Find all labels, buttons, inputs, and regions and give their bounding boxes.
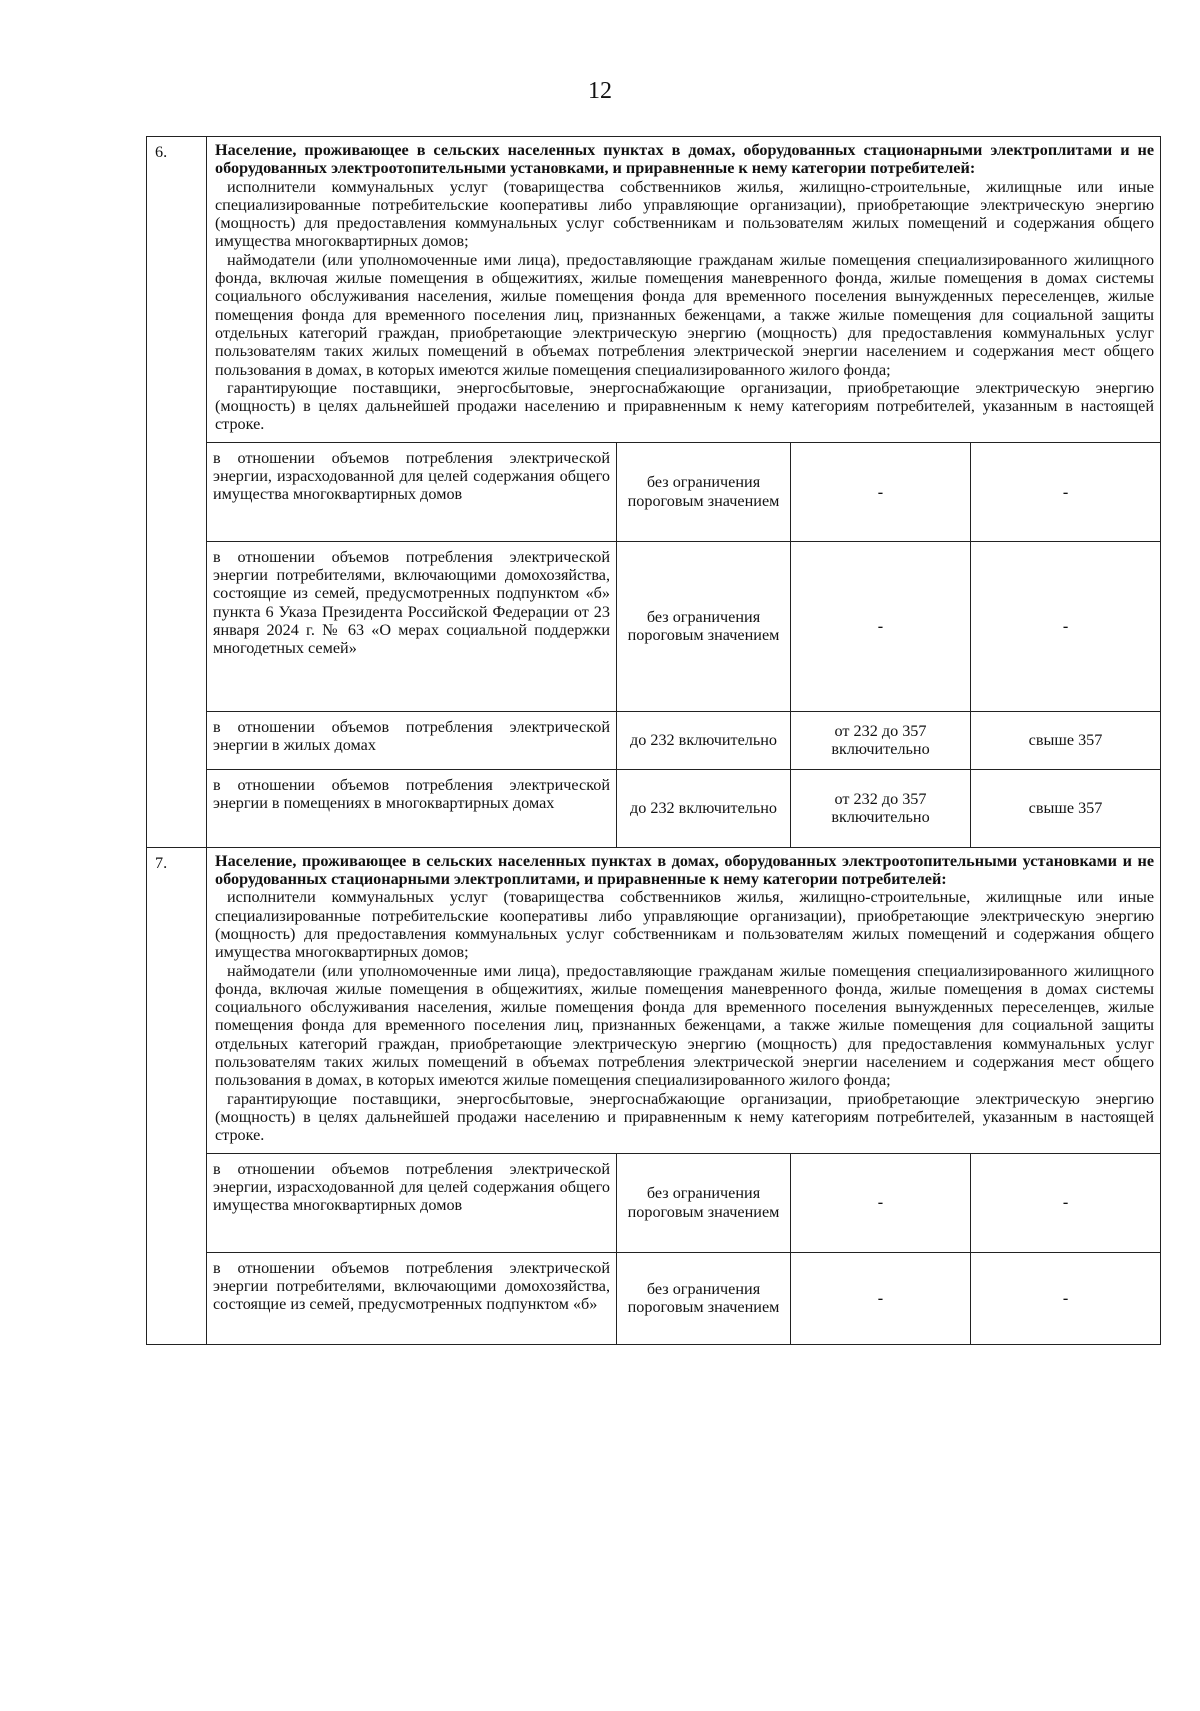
- table-row: [147, 1252, 1161, 1344]
- criterion-cell: в отношении объемов потребления электрической энергии потребителями, включающими домохозяйства, состоящие из семей, предусмотренных подпунктом «б» пункта 6 Указа Президента Российской Федерации от 23 января 2024 г. № 63 «О мерах социальной поддержки многодетных семей»: [207, 541, 617, 711]
- table-row: [147, 711, 1161, 769]
- section-paragraph: гарантирующие поставщики, энергосбытовые, энергоснабжающие организации, приобретающие электрическую энергию (мощность) в целях дальнейшей продажи населению и приравненным к нему категориям потребителей, указанным в настоящей строке.: [215, 378, 1155, 434]
- page-number: 12: [588, 78, 612, 104]
- table-row: [147, 541, 1161, 711]
- criterion-cell: в отношении объемов потребления электрической энергии, израсходованной для целей содержания общего имущества многоквартирных домов: [207, 1153, 617, 1252]
- section-paragraph: наймодатели (или уполномоченные ими лица), предоставляющие гражданам жилые помещения специализированного жилищного фонда, включая жилые помещения в общежитиях, жилые помещения маневренного фонда, жилые помещения в домах системы социального обслуживания населения, жилые помещения фонда для временного поселения вынужденных переселенцев, жилые помещения фонда для временного поселения лиц, признанных беженцами, а также жилые помещения для социальной защиты отдельных категорий граждан, приобретающие электрическую энергию (мощность) для предоставления коммунальных услуг пользователям таких жилых помещений в объемах потребления электрической энергии населением и содержания мест общего пользования в домах, в которых имеются жилые помещения специализированного жилого фонда;: [215, 961, 1155, 1090]
- threshold-1-cell: до 232 включительно: [617, 769, 791, 847]
- threshold-1-cell: без ограничения пороговым значением: [617, 1252, 791, 1344]
- section-6-header-row: [147, 137, 1161, 443]
- threshold-1-cell: без ограничения пороговым значением: [617, 442, 791, 541]
- table-row: [147, 1153, 1161, 1252]
- threshold-1-cell: без ограничения пороговым значением: [617, 541, 791, 711]
- table-row: [147, 769, 1161, 847]
- threshold-2-cell: -: [791, 442, 971, 541]
- threshold-1-cell: до 232 включительно: [617, 711, 791, 769]
- threshold-3-cell: -: [971, 442, 1161, 541]
- threshold-3-cell: -: [971, 1153, 1161, 1252]
- criterion-cell: в отношении объемов потребления электрической энергии потребителями, включающими домохозяйства, состоящие из семей, предусмотренных подпунктом «б»: [207, 1252, 617, 1344]
- threshold-3-cell: -: [971, 1252, 1161, 1344]
- tariff-table: [146, 136, 1161, 1345]
- criterion-cell: в отношении объемов потребления электрической энергии в жилых домах: [207, 711, 617, 769]
- threshold-2-cell: -: [791, 541, 971, 711]
- criterion-cell: в отношении объемов потребления электрической энергии в помещениях в многоквартирных домах: [207, 769, 617, 847]
- section-paragraph: исполнители коммунальных услуг (товарищества собственников жилья, жилищно-строительные, жилищные или иные специализированные потребительские кооперативы либо управляющие организации), приобретающие электрическую энергию (мощность) для предоставления коммунальных услуг собственникам и пользователям жилых помещений и содержания общего имущества многоквартирных домов;: [215, 177, 1155, 251]
- section-heading: Население, проживающее в сельских населенных пунктах в домах, оборудованных стационарными электроплитами и не оборудованных электроотопительными установками, и приравненные к нему категории потребителей:: [215, 141, 1155, 178]
- section-description: [207, 847, 1161, 1153]
- threshold-3-cell: -: [971, 541, 1161, 711]
- threshold-2-cell: -: [791, 1252, 971, 1344]
- section-7-header-row: [147, 847, 1161, 1153]
- threshold-2-cell: -: [791, 1153, 971, 1252]
- section-heading: Население, проживающее в сельских населенных пунктах в домах, оборудованных электроотопительными установками и не оборудованных стационарными электроплитами, и приравненные к нему категории потребителей:: [215, 851, 1155, 889]
- section-description: [207, 137, 1161, 443]
- threshold-2-cell: от 232 до 357 включительно: [791, 769, 971, 847]
- section-number: 6.: [147, 137, 207, 848]
- table-row: [147, 442, 1161, 541]
- section-number: 7.: [147, 847, 207, 1344]
- threshold-3-cell: свыше 357: [971, 769, 1161, 847]
- threshold-3-cell: свыше 357: [971, 711, 1161, 769]
- criterion-cell: в отношении объемов потребления электрической энергии, израсходованной для целей содержания общего имущества многоквартирных домов: [207, 442, 617, 541]
- threshold-2-cell: от 232 до 357 включительно: [791, 711, 971, 769]
- threshold-1-cell: без ограничения пороговым значением: [617, 1153, 791, 1252]
- section-paragraph: наймодатели (или уполномоченные ими лица), предоставляющие гражданам жилые помещения специализированного жилищного фонда, включая жилые помещения в общежитиях, жилые помещения маневренного фонда, жилые помещения в домах системы социального обслуживания населения, жилые помещения фонда для временного поселения вынужденных переселенцев, жилые помещения фонда для временного поселения лиц, признанных беженцами, а также жилые помещения для социальной защиты отдельных категорий граждан, приобретающие электрическую энергию (мощность) для предоставления коммунальных услуг пользователям таких жилых помещений в объемах потребления электрической энергии населением и содержания мест общего пользования в домах, в которых имеются жилые помещения специализированного жилого фонда;: [215, 250, 1155, 379]
- section-paragraph: гарантирующие поставщики, энергосбытовые, энергоснабжающие организации, приобретающие электрическую энергию (мощность) в целях дальнейшей продажи населению и приравненным к нему категориям потребителей, указанным в настоящей строке.: [215, 1089, 1155, 1145]
- section-paragraph: исполнители коммунальных услуг (товарищества собственников жилья, жилищно-строительные, жилищные или иные специализированные потребительские кооперативы либо управляющие организации), приобретающие электрическую энергию (мощность) для предоставления коммунальных услуг собственникам и пользователям жилых помещений и содержания общего имущества многоквартирных домов;: [215, 888, 1155, 962]
